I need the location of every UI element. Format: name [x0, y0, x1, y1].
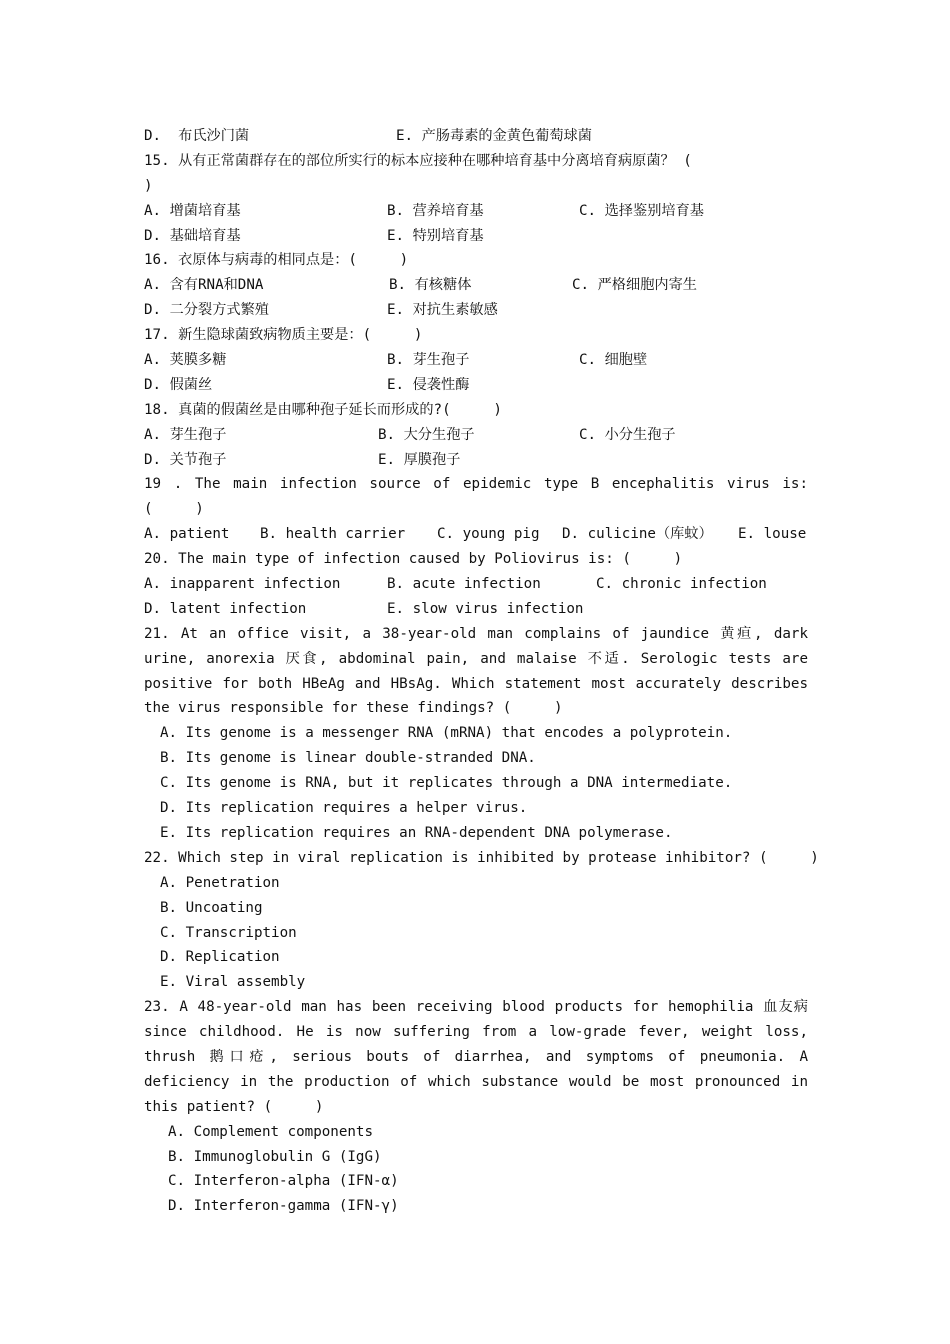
q14-options-row-2 — [144, 124, 808, 149]
q16-option-e: E. 对抗生素敏感 — [387, 302, 498, 319]
q19-question-cont: ( ) — [144, 501, 204, 518]
q16-options-row-2 — [144, 298, 808, 323]
q15-option-b: B. 营养培育基 — [387, 202, 484, 219]
document-page — [144, 124, 819, 1219]
q19-option-a: A. patient — [144, 526, 230, 543]
q17-option-b: B. 芽生孢子 — [387, 352, 470, 369]
q21-option-d: D. Its replication requires a helper virus. — [160, 800, 528, 817]
q18-options-row-2 — [144, 448, 808, 473]
q19-option-d: D. culicine（库蚊） — [562, 526, 713, 543]
q21-option-e: E. Its replication requires an RNA-dependent DNA polymerase. — [160, 824, 673, 841]
q20-option-d: D. latent infection — [144, 600, 307, 617]
q15-options-row-1 — [144, 199, 808, 224]
q21-option-a: A. Its genome is a messenger RNA (mRNA) that encodes a polyprotein. — [160, 725, 733, 742]
q17-option-e: E. 侵袭性酶 — [387, 376, 470, 393]
q19-option-e: E. louse — [738, 526, 807, 543]
q22-question: 22. Which step in viral replication is inhibited by protease inhibitor? ( ) — [144, 849, 819, 866]
q19-question: 19 . The main infection source of epidemic type B encephalitis virus is: — [144, 476, 808, 493]
q14-option-d: D. 布氏沙门菌 — [144, 128, 250, 144]
q23-question-line-3: thrush 鹅口疮, serious bouts of diarrhea, and symptoms of pneumonia. A — [144, 1048, 808, 1065]
q20-options-row-1 — [144, 572, 808, 597]
q16-options-row-1 — [144, 273, 808, 298]
q22-option-c: C. Transcription — [160, 924, 297, 941]
q17-option-a: A. 荚膜多糖 — [144, 352, 227, 369]
q18-option-c: C. 小分生孢子 — [579, 426, 676, 443]
q18-question: 18. 真菌的假菌丝是由哪种孢子延长而形成的?( ) — [144, 401, 502, 418]
q17-option-d: D. 假菌丝 — [144, 376, 213, 393]
q23-option-d: D. Interferon-gamma (IFN-γ) — [168, 1198, 399, 1215]
q23-option-a: A. Complement components — [168, 1123, 373, 1140]
q19-option-c: C. young pig — [437, 526, 540, 543]
q15-question-cont: ) — [144, 177, 153, 194]
q15-option-d: D. 基础培育基 — [144, 227, 241, 244]
q22-option-b: B. Uncoating — [160, 899, 263, 916]
q20-option-b: B. acute infection — [387, 576, 541, 593]
q17-option-c: C. 细胞壁 — [579, 352, 648, 369]
q21-question-line-4: the virus responsible for these findings? ( ) — [144, 700, 563, 717]
q23-option-b: B. Immunoglobulin G (IgG) — [168, 1148, 382, 1165]
q21-question-line-1: 21. At an office visit, a 38-year-old man complains of jaundice 黄疸, dark — [144, 625, 808, 642]
q23-question-line-1: 23. A 48-year-old man has been receiving blood products for hemophilia 血友病 — [144, 999, 808, 1016]
q18-option-b: B. 大分生孢子 — [378, 426, 475, 443]
q21-option-c: C. Its genome is RNA, but it replicates through a DNA intermediate. — [160, 775, 733, 792]
q18-option-d: D. 关节孢子 — [144, 451, 227, 468]
q16-question: 16. 衣原体与病毒的相同点是：( ) — [144, 252, 409, 269]
q16-option-d: D. 二分裂方式繁殖 — [144, 302, 269, 319]
q20-option-a: A. inapparent infection — [144, 576, 341, 593]
q16-option-a: A. 含有RNA和DNA — [144, 277, 264, 294]
q15-option-c: C. 选择鉴别培育基 — [579, 202, 704, 219]
q20-option-e: E. slow virus infection — [387, 600, 584, 617]
q22-option-d: D. Replication — [160, 949, 280, 966]
q19-options-row — [144, 522, 808, 547]
q20-question: 20. The main type of infection caused by Poliovirus is: ( ) — [144, 551, 683, 568]
q17-options-row-2 — [144, 373, 808, 398]
q17-options-row-1 — [144, 348, 808, 373]
q21-question-line-3: positive for both HBeAg and HBsAg. Which statement most accurately describes — [144, 675, 808, 692]
q22-option-e: E. Viral assembly — [160, 974, 306, 991]
q18-option-e: E. 厚膜孢子 — [378, 451, 461, 468]
q23-question-line-5: this patient? ( ) — [144, 1098, 324, 1115]
q23-question-line-2: since childhood. He is now suffering from a low-grade fever, weight loss, — [144, 1024, 808, 1041]
q19-option-b: B. health carrier — [260, 526, 406, 543]
q23-option-c: C. Interferon-alpha (IFN-α) — [168, 1173, 399, 1190]
q15-options-row-2 — [144, 224, 808, 249]
q15-option-e: E. 特别培育基 — [387, 227, 484, 244]
q17-question: 17. 新生隐球菌致病物质主要是：( ) — [144, 327, 423, 344]
q15-question: 15. 从有正常菌群存在的部位所实行的标本应接种在哪种培育基中分离培育病原菌？ ( — [144, 152, 692, 169]
q21-question-line-2: urine, anorexia 厌食, abdominal pain, and malaise 不适. Serologic tests are — [144, 650, 808, 667]
q22-option-a: A. Penetration — [160, 874, 280, 891]
q18-options-row-1 — [144, 423, 808, 448]
q16-option-c: C. 严格细胞内寄生 — [572, 277, 697, 294]
q20-option-c: C. chronic infection — [596, 576, 767, 593]
q23-question-line-4: deficiency in the production of which substance would be most pronounced in — [144, 1073, 808, 1090]
q15-option-a: A. 增菌培育基 — [144, 202, 241, 219]
q14-option-e: E. 产肠毒素的金黄色葡萄球菌 — [396, 128, 592, 144]
q20-options-row-2 — [144, 597, 808, 622]
q18-option-a: A. 芽生孢子 — [144, 426, 227, 443]
q21-option-b: B. Its genome is linear double-stranded DNA. — [160, 750, 536, 767]
q16-option-b: B. 有核糖体 — [389, 277, 472, 294]
